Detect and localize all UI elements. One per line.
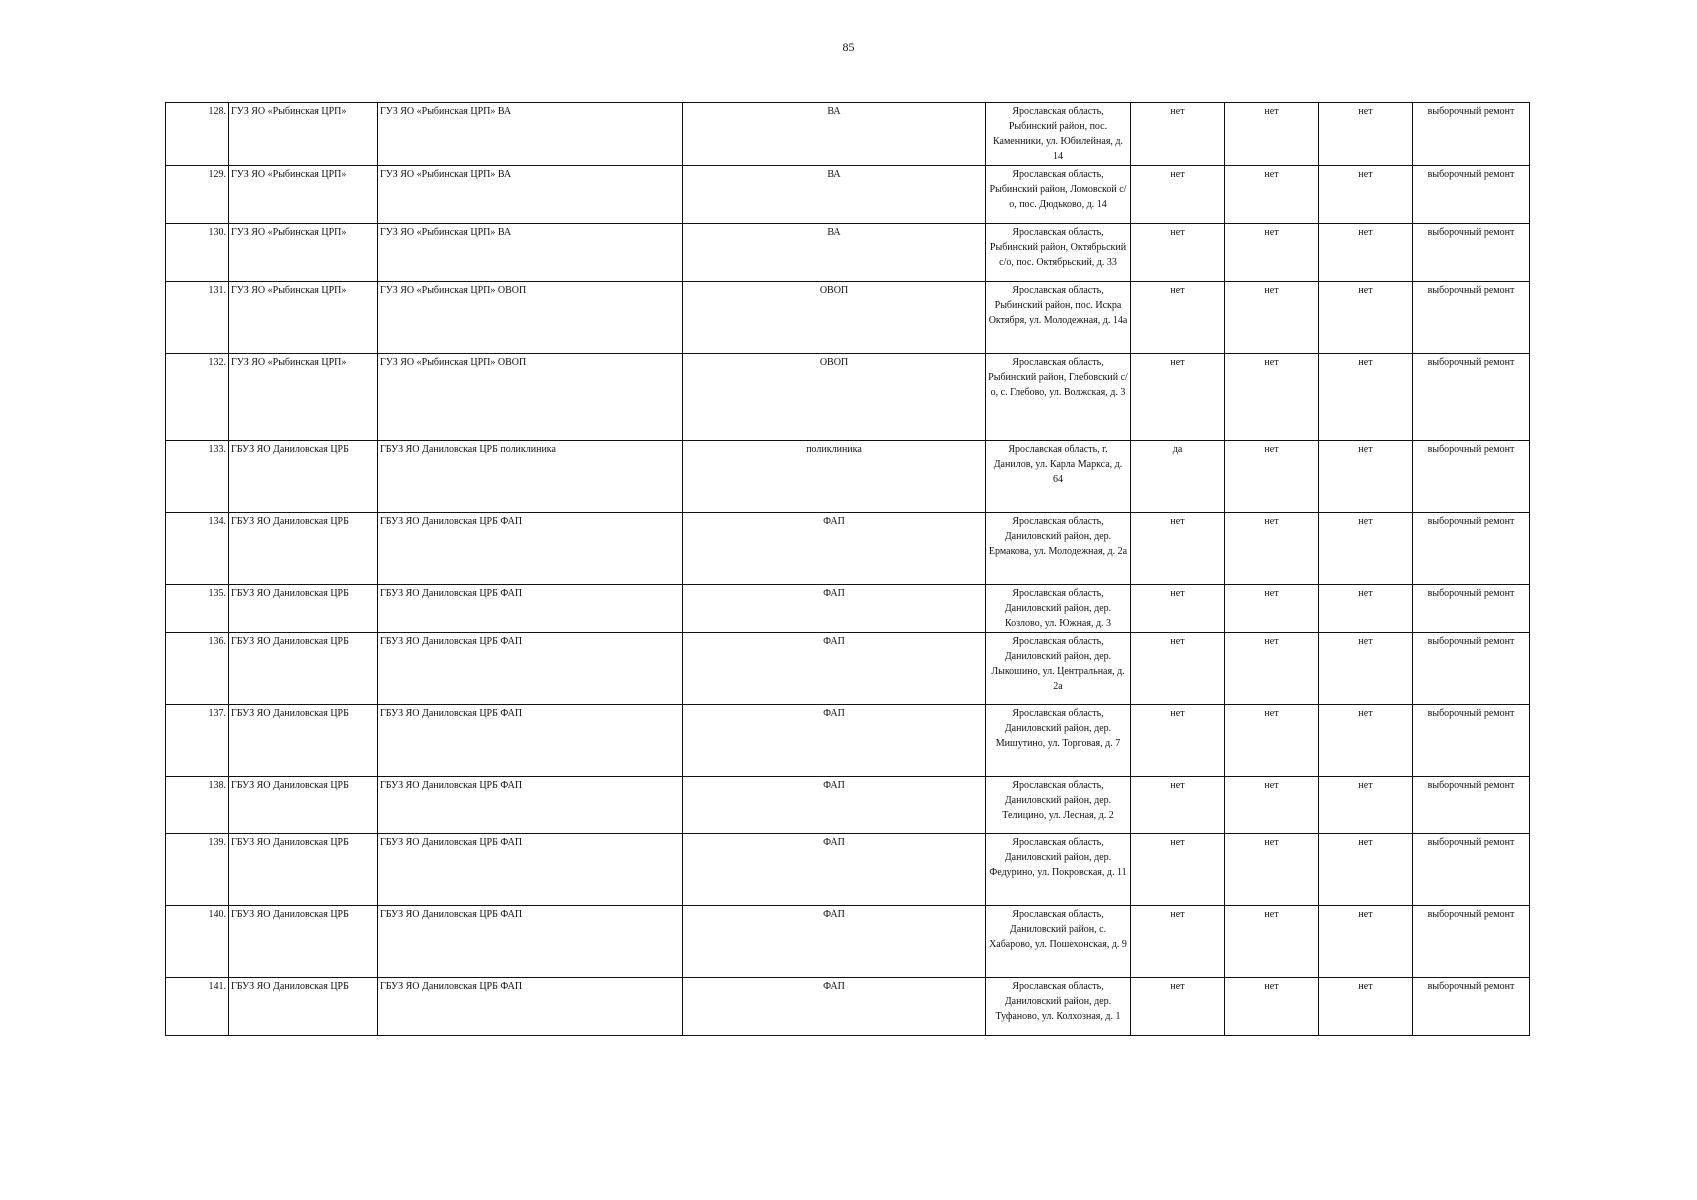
unit-name-cell: ГБУЗ ЯО Даниловская ЦРБ ФАП [378,513,683,585]
flag-2-cell: нет [1225,777,1319,834]
organization-cell: ГБУЗ ЯО Даниловская ЦРБ [229,633,378,705]
flag-3-cell: нет [1319,633,1413,705]
flag-3-cell: нет [1319,978,1413,1036]
table-row [166,513,1530,585]
row-number: 128. [166,103,229,166]
row-number: 141. [166,978,229,1036]
facility-type-cell: ФАП [683,906,986,978]
row-number: 137. [166,705,229,777]
flag-3-cell: нет [1319,282,1413,354]
flag-2-cell: нет [1225,354,1319,441]
organization-cell: ГБУЗ ЯО Даниловская ЦРБ [229,834,378,906]
flag-3-cell: нет [1319,513,1413,585]
flag-2-cell: нет [1225,282,1319,354]
address-cell: Ярославская область, Рыбинский район, Глебовский с/о, с. Глебово, ул. Волжская, д. 3 [986,354,1131,441]
facility-type-cell: ВА [683,166,986,224]
flag-3-cell: нет [1319,585,1413,633]
flag-1-cell: нет [1131,103,1225,166]
table-row [166,834,1530,906]
table-row [166,441,1530,513]
organization-cell: ГБУЗ ЯО Даниловская ЦРБ [229,585,378,633]
unit-name-cell: ГБУЗ ЯО Даниловская ЦРБ ФАП [378,585,683,633]
flag-3-cell: нет [1319,906,1413,978]
flag-2-cell: нет [1225,441,1319,513]
work-type-cell: выборочный ремонт [1413,103,1530,166]
unit-name-cell: ГБУЗ ЯО Даниловская ЦРБ ФАП [378,705,683,777]
row-number: 133. [166,441,229,513]
work-type-cell: выборочный ремонт [1413,834,1530,906]
facility-type-cell: ФАП [683,633,986,705]
work-type-cell: выборочный ремонт [1413,224,1530,282]
table-row [166,978,1530,1036]
unit-name-cell: ГУЗ ЯО «Рыбинская ЦРП» ВА [378,224,683,282]
address-cell: Ярославская область, Рыбинский район, пос. Каменники, ул. Юбилейная, д. 14 [986,103,1131,166]
organization-cell: ГУЗ ЯО «Рыбинская ЦРП» [229,166,378,224]
flag-1-cell: нет [1131,705,1225,777]
work-type-cell: выборочный ремонт [1413,585,1530,633]
table-row [166,633,1530,705]
organization-cell: ГБУЗ ЯО Даниловская ЦРБ [229,978,378,1036]
unit-name-cell: ГУЗ ЯО «Рыбинская ЦРП» ОВОП [378,282,683,354]
row-number: 135. [166,585,229,633]
row-number: 136. [166,633,229,705]
work-type-cell: выборочный ремонт [1413,166,1530,224]
row-number: 131. [166,282,229,354]
flag-1-cell: нет [1131,834,1225,906]
flag-3-cell: нет [1319,441,1413,513]
flag-1-cell: нет [1131,282,1225,354]
flag-1-cell: нет [1131,906,1225,978]
organization-cell: ГУЗ ЯО «Рыбинская ЦРП» [229,224,378,282]
table-row [166,103,1530,166]
flag-2-cell: нет [1225,633,1319,705]
facility-type-cell: ФАП [683,513,986,585]
organization-cell: ГУЗ ЯО «Рыбинская ЦРП» [229,103,378,166]
flag-3-cell: нет [1319,777,1413,834]
facility-type-cell: ОВОП [683,354,986,441]
address-cell: Ярославская область, Даниловский район, дер. Лыкошино, ул. Центральная, д. 2а [986,633,1131,705]
table-row [166,705,1530,777]
facility-type-cell: ФАП [683,705,986,777]
flag-1-cell: нет [1131,633,1225,705]
flag-3-cell: нет [1319,834,1413,906]
row-number: 138. [166,777,229,834]
row-number: 129. [166,166,229,224]
address-cell: Ярославская область, Даниловский район, дер. Козлово, ул. Южная, д. 3 [986,585,1131,633]
unit-name-cell: ГБУЗ ЯО Даниловская ЦРБ поликлиника [378,441,683,513]
flag-1-cell: нет [1131,585,1225,633]
table-row [166,906,1530,978]
row-number: 130. [166,224,229,282]
flag-1-cell: нет [1131,978,1225,1036]
table-row [166,282,1530,354]
work-type-cell: выборочный ремонт [1413,978,1530,1036]
address-cell: Ярославская область, Даниловский район, дер. Федурино, ул. Покровская, д. 11 [986,834,1131,906]
flag-2-cell: нет [1225,224,1319,282]
unit-name-cell: ГБУЗ ЯО Даниловская ЦРБ ФАП [378,906,683,978]
address-cell: Ярославская область, г. Данилов, ул. Карла Маркса, д. 64 [986,441,1131,513]
facility-type-cell: ФАП [683,777,986,834]
unit-name-cell: ГБУЗ ЯО Даниловская ЦРБ ФАП [378,777,683,834]
address-cell: Ярославская область, Даниловский район, дер. Туфаново, ул. Колхозная, д. 1 [986,978,1131,1036]
facility-type-cell: ФАП [683,585,986,633]
facility-type-cell: ВА [683,103,986,166]
work-type-cell: выборочный ремонт [1413,441,1530,513]
address-cell: Ярославская область, Даниловский район, с. Хабарово, ул. Пошехонская, д. 9 [986,906,1131,978]
table-row [166,585,1530,633]
table-row [166,777,1530,834]
flag-1-cell: нет [1131,224,1225,282]
flag-3-cell: нет [1319,354,1413,441]
flag-3-cell: нет [1319,166,1413,224]
row-number: 140. [166,906,229,978]
work-type-cell: выборочный ремонт [1413,777,1530,834]
unit-name-cell: ГБУЗ ЯО Даниловская ЦРБ ФАП [378,834,683,906]
row-number: 139. [166,834,229,906]
work-type-cell: выборочный ремонт [1413,354,1530,441]
row-number: 134. [166,513,229,585]
facility-type-cell: ФАП [683,834,986,906]
flag-2-cell: нет [1225,834,1319,906]
flag-3-cell: нет [1319,705,1413,777]
work-type-cell: выборочный ремонт [1413,282,1530,354]
flag-1-cell: нет [1131,354,1225,441]
address-cell: Ярославская область, Даниловский район, дер. Мишутино, ул. Торговая, д. 7 [986,705,1131,777]
unit-name-cell: ГБУЗ ЯО Даниловская ЦРБ ФАП [378,978,683,1036]
address-cell: Ярославская область, Даниловский район, дер. Ермакова, ул. Молодежная, д. 2а [986,513,1131,585]
facility-type-cell: ФАП [683,978,986,1036]
table-row [166,166,1530,224]
unit-name-cell: ГБУЗ ЯО Даниловская ЦРБ ФАП [378,633,683,705]
flag-1-cell: нет [1131,777,1225,834]
flag-2-cell: нет [1225,906,1319,978]
flag-1-cell: нет [1131,166,1225,224]
flag-2-cell: нет [1225,103,1319,166]
flag-2-cell: нет [1225,585,1319,633]
address-cell: Ярославская область, Рыбинский район, Октябрьский с/о, пос. Октябрьский, д. 33 [986,224,1131,282]
organization-cell: ГУЗ ЯО «Рыбинская ЦРП» [229,354,378,441]
page-number: 85 [842,40,855,54]
table-row [166,224,1530,282]
work-type-cell: выборочный ремонт [1413,513,1530,585]
organization-cell: ГБУЗ ЯО Даниловская ЦРБ [229,906,378,978]
flag-2-cell: нет [1225,166,1319,224]
flag-2-cell: нет [1225,513,1319,585]
organization-cell: ГБУЗ ЯО Даниловская ЦРБ [229,513,378,585]
row-number: 132. [166,354,229,441]
unit-name-cell: ГУЗ ЯО «Рыбинская ЦРП» ВА [378,166,683,224]
organization-cell: ГБУЗ ЯО Даниловская ЦРБ [229,777,378,834]
work-type-cell: выборочный ремонт [1413,633,1530,705]
organization-cell: ГБУЗ ЯО Даниловская ЦРБ [229,705,378,777]
facility-type-cell: ВА [683,224,986,282]
work-type-cell: выборочный ремонт [1413,906,1530,978]
flag-3-cell: нет [1319,224,1413,282]
facility-repair-table [165,102,1530,1036]
organization-cell: ГБУЗ ЯО Даниловская ЦРБ [229,441,378,513]
flag-1-cell: да [1131,441,1225,513]
unit-name-cell: ГУЗ ЯО «Рыбинская ЦРП» ОВОП [378,354,683,441]
organization-cell: ГУЗ ЯО «Рыбинская ЦРП» [229,282,378,354]
table-row [166,354,1530,441]
unit-name-cell: ГУЗ ЯО «Рыбинская ЦРП» ВА [378,103,683,166]
flag-2-cell: нет [1225,978,1319,1036]
table-body [166,103,1530,1036]
work-type-cell: выборочный ремонт [1413,705,1530,777]
flag-2-cell: нет [1225,705,1319,777]
facility-type-cell: поликлиника [683,441,986,513]
address-cell: Ярославская область, Рыбинский район, пос. Искра Октября, ул. Молодежная, д. 14а [986,282,1131,354]
facility-type-cell: ОВОП [683,282,986,354]
address-cell: Ярославская область, Даниловский район, дер. Телицино, ул. Лесная, д. 2 [986,777,1131,834]
flag-1-cell: нет [1131,513,1225,585]
flag-3-cell: нет [1319,103,1413,166]
address-cell: Ярославская область, Рыбинский район, Ломовской с/о, пос. Дюдьково, д. 14 [986,166,1131,224]
